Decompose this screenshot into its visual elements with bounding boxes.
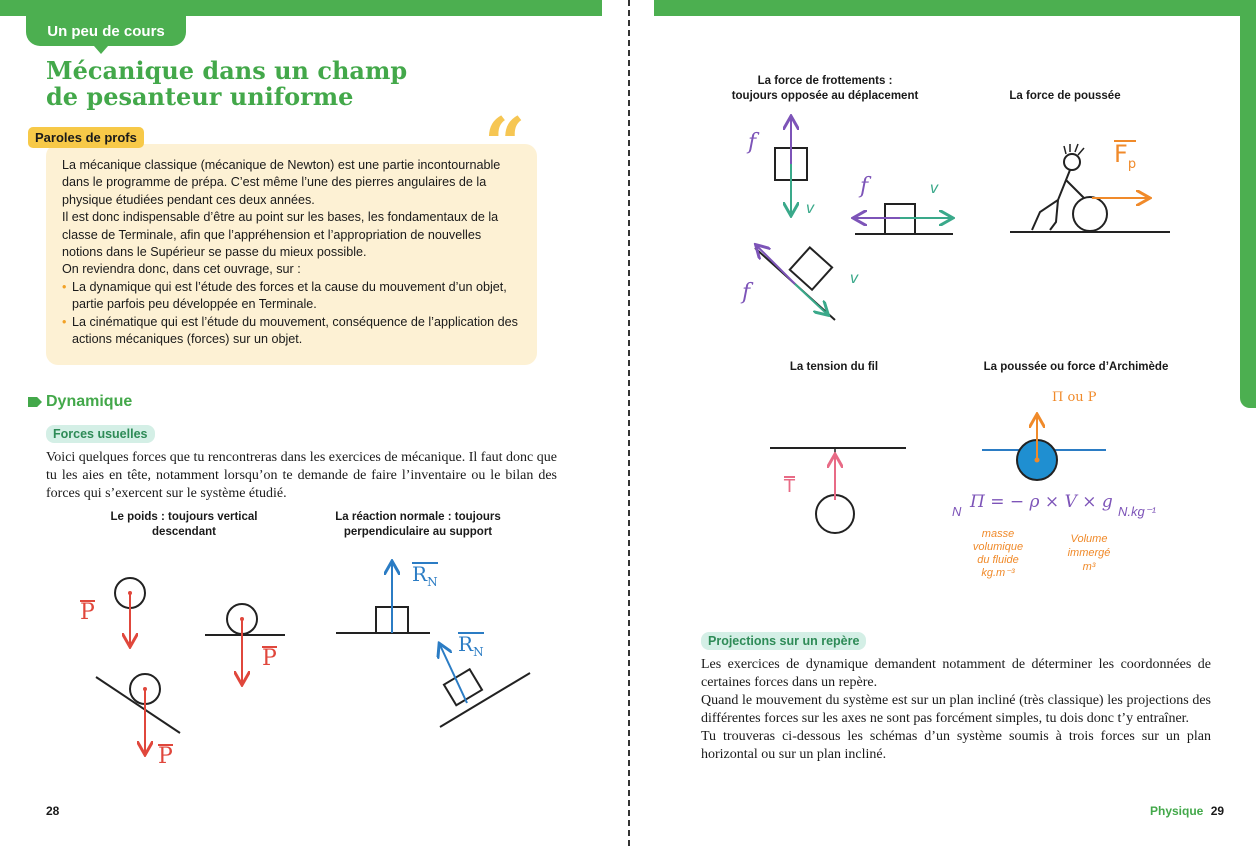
projections-text (701, 656, 1211, 764)
subsection-pill-forces: Forces usuelles (46, 425, 155, 443)
reaction-subscript: N (427, 575, 438, 589)
weight-label-p: P (262, 646, 277, 671)
friction-drawings (725, 108, 965, 328)
projections-paragraph: Les exercices de dynamique demandent notamment de déterminer les coordonnées de certaines forces dans un repère. (701, 657, 1211, 690)
note-line: immergé (1067, 547, 1111, 559)
prof-text (62, 157, 520, 348)
page-title (46, 58, 407, 110)
course-tab-label: Un peu de cours (26, 16, 186, 46)
page-spine-divider (628, 0, 630, 846)
prof-bullet: • La dynamique qui est l’étude des forces et la cause du mouvement d’un objet, partie parfois peu développée en Terminale. (62, 279, 520, 314)
caption-line: descendant (152, 526, 216, 538)
archimede-unit-n: N (952, 504, 962, 519)
prof-paragraph: Il est donc indispensable d’être au point sur les bases, les fondamentaux de la classe de Terminale, afin que l’appréhension et l’appropriation de nouvelles notions dans le Supérieur se passe du mieux possible. (62, 210, 499, 260)
reaction-label (458, 632, 484, 662)
velocity-label-v: v (930, 180, 938, 197)
title-line-1: Mécanique dans un champ (46, 56, 408, 85)
page-number-right: 29 (1210, 804, 1225, 818)
friction-label-f: f (748, 130, 757, 155)
friction-label-f: f (742, 280, 751, 305)
caption-line: Le poids : toujours vertical (110, 511, 258, 523)
note-line: du fluide (977, 554, 1019, 566)
archimede-unit-g: N.kg⁻¹ (1118, 504, 1156, 519)
prof-paragraph: La mécanique classique (mécanique de Newton) est une partie incontournable dans le programme de prépa. C’est même l’une des pierres angulaires de la physique étudiées pendant ces deux années. (62, 158, 501, 207)
reaction-letter: R (412, 562, 428, 586)
push-letter: F (1114, 140, 1128, 168)
velocity-label-v: v (850, 270, 858, 287)
weight-force-drawings (70, 565, 320, 775)
push-label (1114, 140, 1136, 177)
note-line: m³ (1082, 561, 1096, 573)
note-line: volumique (972, 541, 1024, 553)
weight-label-p: P (80, 600, 95, 625)
reaction-subscript: N (473, 645, 484, 659)
tension-label-t: T (784, 476, 795, 497)
note-line: masse (981, 528, 1015, 540)
page-footer-right (1150, 804, 1224, 818)
caption-line: La réaction normale : toujours (335, 511, 501, 523)
friction-label-f: f (860, 174, 869, 199)
reaction-label (412, 562, 438, 592)
caption-line: perpendiculaire au support (343, 526, 493, 538)
title-line-2: de pesanteur uniforme (46, 82, 354, 111)
projections-paragraph: Quand le mouvement du système est sur un plan incliné (très classique) les projections des différentes forces sur les axes ne sont pas forcément simples, tu dois donc t’y entraîner. (701, 693, 1211, 726)
archimede-formula: Π = − ρ × V × g (970, 492, 1113, 512)
left-top-bar (0, 0, 602, 16)
fig-poids-caption (84, 510, 284, 540)
footer-subject: Physique (1150, 804, 1204, 818)
velocity-label-v: v (806, 200, 814, 217)
intro-paragraph: Voici quelques forces que tu rencontreras dans les exercices de mécanique. Il faut donc que tu les aies en tête, notamment lorsqu’on te demande de faire l’inventaire ou le bilan des forces qui s’exercent sur le système étudié. (46, 450, 557, 501)
archimede-drawing (980, 410, 1110, 490)
section-title: Dynamique (46, 393, 133, 410)
right-top-bar (654, 0, 1256, 16)
prof-bullet: • La cinématique qui est l’étude du mouvement, conséquence de l’application des actions mécaniques (forces) sur un objet. (62, 314, 520, 349)
fig-tension-caption: La tension du fil (789, 361, 879, 373)
note-line: kg.m⁻³ (981, 567, 1015, 579)
side-chapter-tab (1240, 0, 1256, 408)
fig-frottements-caption (722, 74, 928, 104)
fig-archimede-caption: La poussée ou force d’Archimède (983, 361, 1169, 373)
fig-reaction-caption (318, 510, 518, 540)
section-heading-dynamique (28, 393, 132, 411)
prof-tag: Paroles de profs (28, 127, 144, 148)
caption-line: toujours opposée au déplacement (731, 90, 919, 102)
push-force-drawing (1010, 140, 1180, 240)
caption-line: La force de frottements : (757, 75, 893, 87)
arrow-bullet-icon (28, 397, 42, 407)
weight-label-p: P (158, 744, 173, 769)
subsection-pill-projections: Projections sur un repère (701, 632, 866, 650)
archimede-top-label: Π ou P (1052, 390, 1097, 405)
quote-icon: “ (484, 101, 526, 186)
reaction-letter: R (458, 632, 474, 656)
fig-poussee-caption: La force de poussée (1009, 90, 1121, 102)
prof-paragraph: On reviendra donc, dans cet ouvrage, sur : (62, 262, 301, 277)
archimede-note-volume (1054, 532, 1124, 574)
note-line: Volume (1070, 533, 1108, 545)
push-subscript: p (1127, 156, 1137, 172)
projections-paragraph: Tu trouveras ci-dessous les schémas d’un système soumis à trois forces sur un plan horizontal ou sur un plan incliné. (701, 729, 1211, 762)
page-number-left: 28 (46, 804, 60, 818)
archimede-note-rho (958, 528, 1038, 580)
